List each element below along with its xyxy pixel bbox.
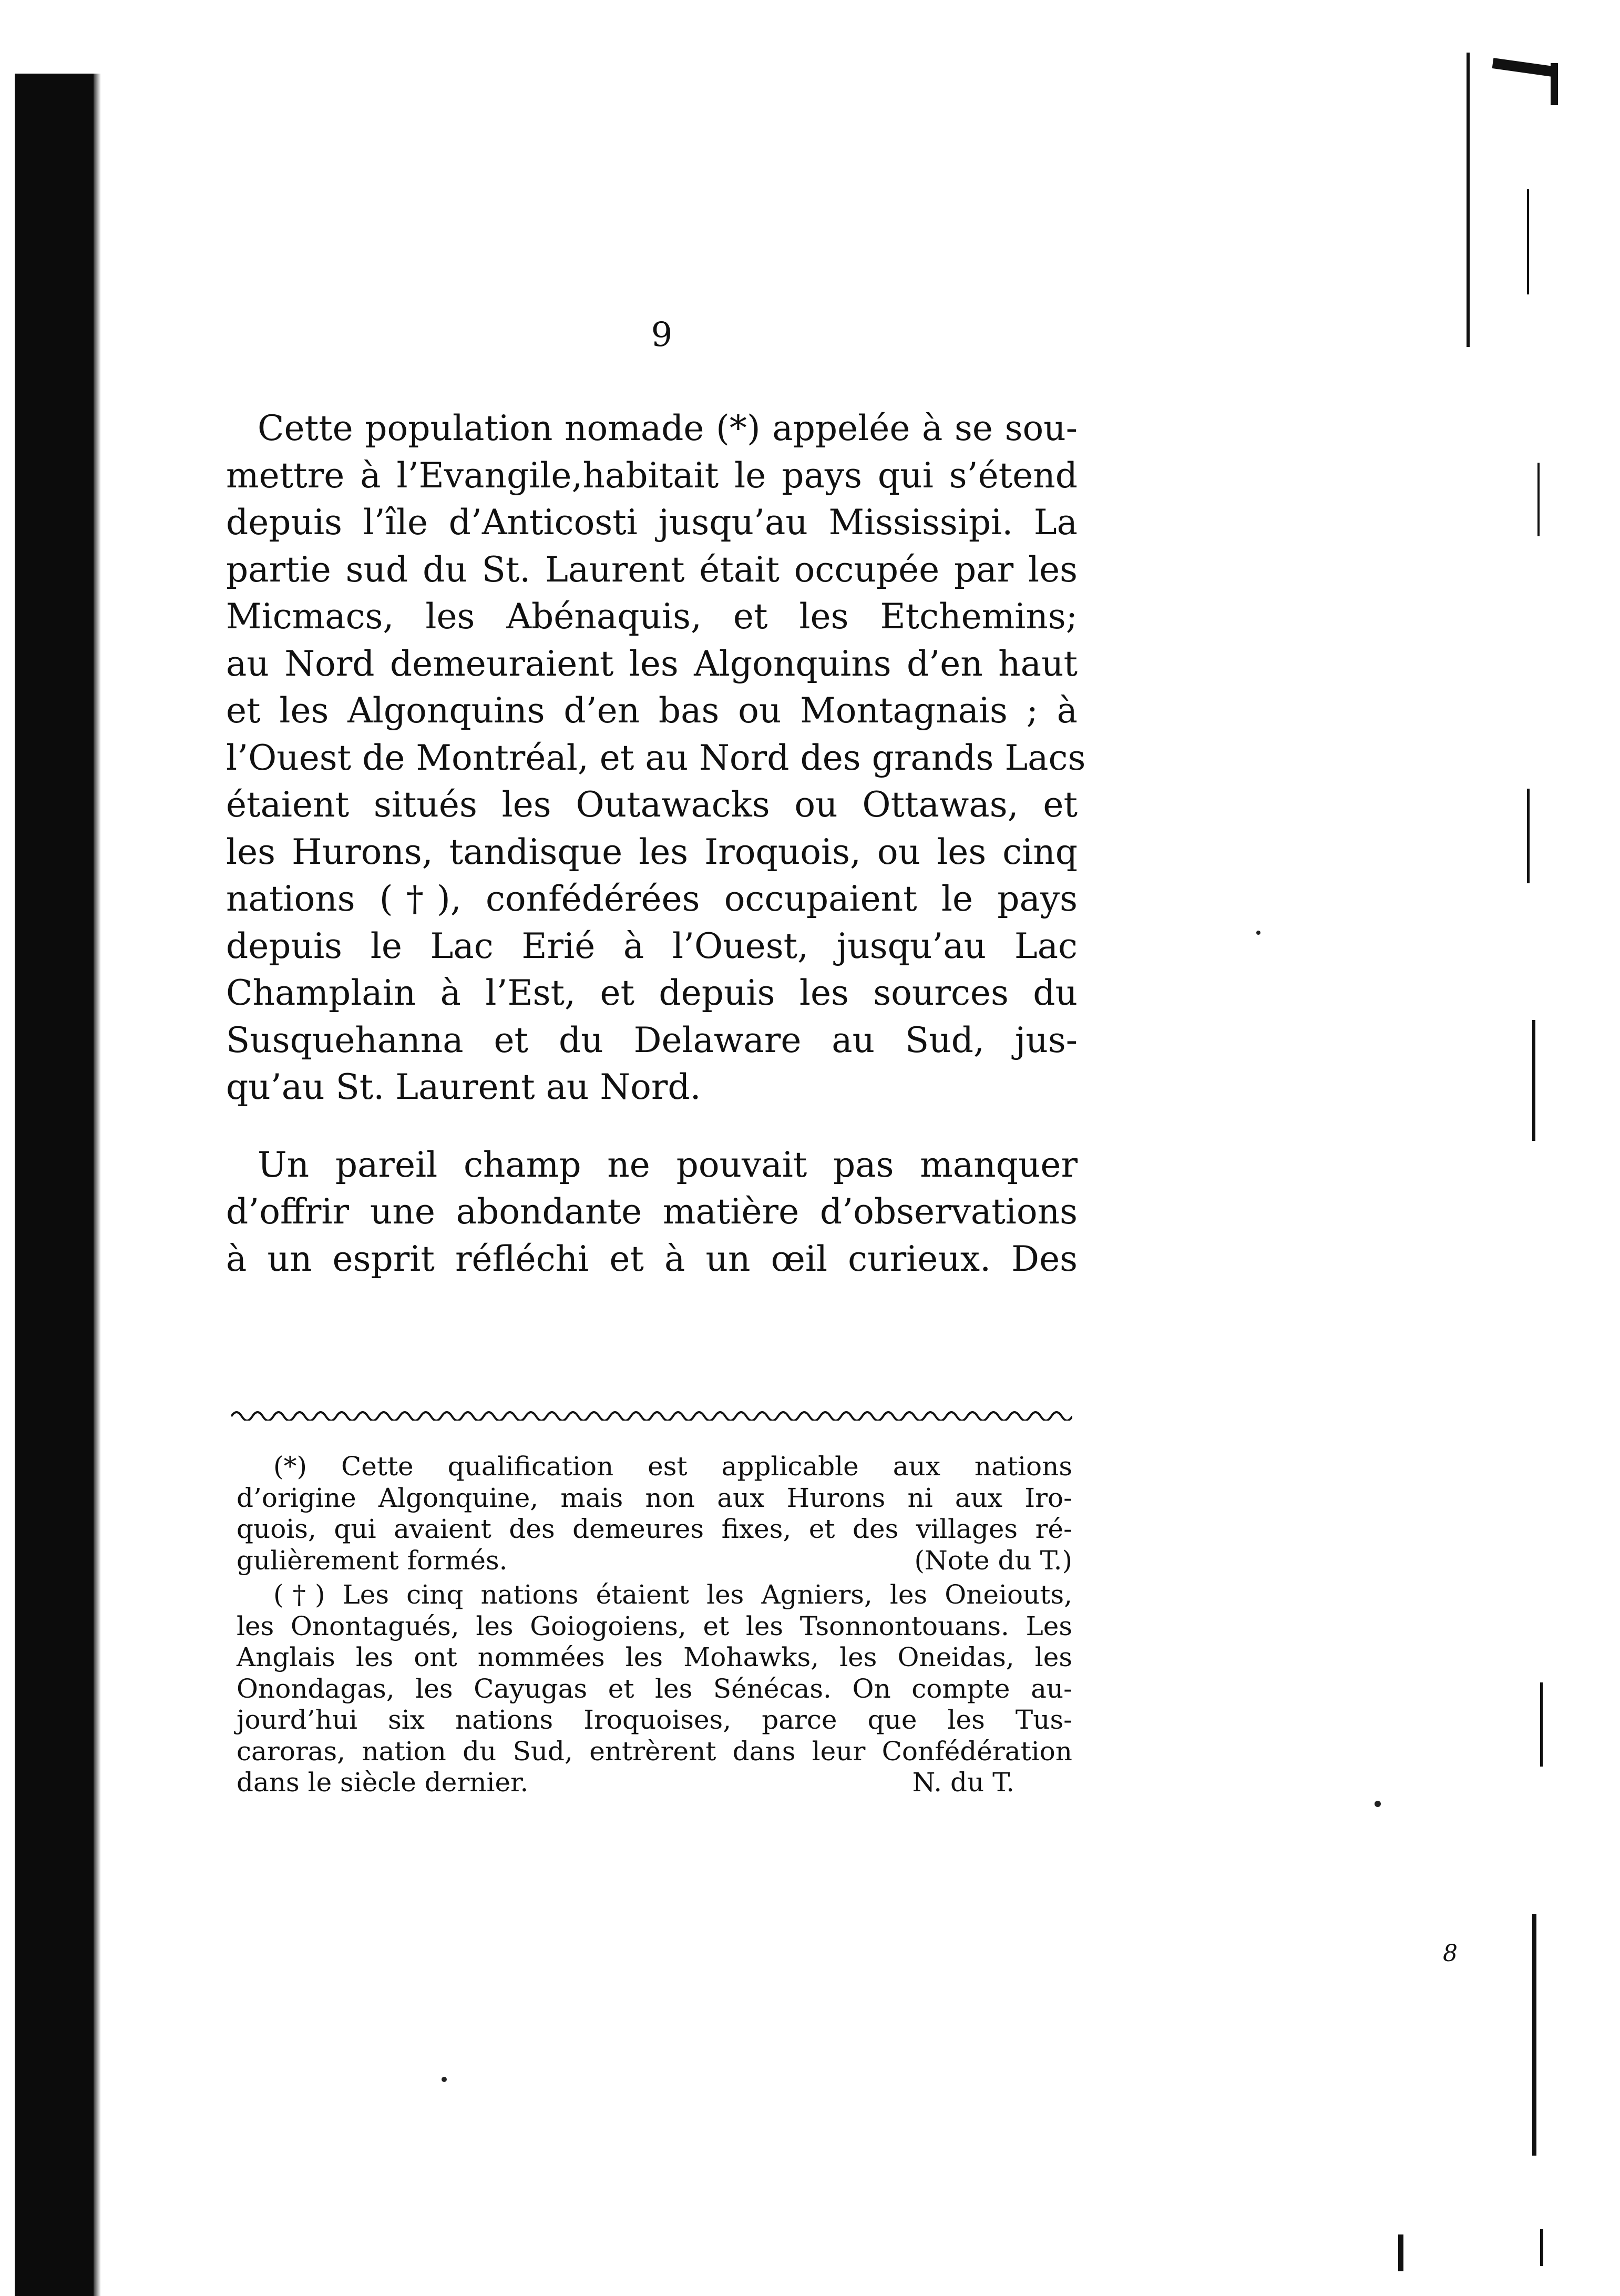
footnote-attribution: N. du T. [912,1767,1014,1798]
right-edge-mark [1540,2229,1543,2266]
right-edge-mark [1537,463,1540,536]
page-number: 9 [651,315,674,354]
scan-speck [1256,931,1260,935]
text-line: à un esprit réfléchi et à un œil curieux. Des [226,1238,1078,1279]
right-edge-mark [1527,189,1529,294]
text-line: l’Ouest de Montréal, et au Nord des grands Lacs [226,737,1086,778]
footnote-line: Anglais les ont nommées les Mohawks, les Oneidas, les [237,1642,1072,1672]
footnote-line: quois, qui avaient des demeures fixes, et des villages ré- [237,1514,1072,1544]
right-edge-mark [1527,789,1530,883]
right-edge-mark [1532,1020,1535,1141]
footnote-separator-rule [231,1405,1072,1421]
text-line: Micmacs, les Abénaquis, et les Etchemins; [226,596,1078,637]
footnote-line: (†) Les cinq nations étaient les Agniers, les Oneiouts, [273,1579,1072,1610]
text-line: Cette population nomade (*) appelée à se sou- [258,408,1078,448]
text-line: étaient situés les Outawacks ou Ottawas, et [226,784,1078,825]
text-line: et les Algonquins d’en bas ou Montagnais ; à [226,690,1078,731]
text-line: depuis le Lac Erié à l’Ouest, jusqu’au Lac [226,925,1078,966]
text-line: Champlain à l’Est, et depuis les sources du [226,973,1078,1013]
scan-speck [442,2077,447,2082]
right-edge-mark [1532,1914,1536,2156]
margin-mark: 8 [1443,1940,1458,1967]
text-line: d’offrir une abondante matière d’observations [226,1191,1078,1232]
page-binding-edge [15,74,94,2296]
footnote-line: les Onontagués, les Goiogoiens, et les Tsonnontouans. Les [237,1610,1072,1641]
binding-shadow [94,74,101,2296]
text-line: au Nord demeuraient les Algonquins d’en haut [226,643,1078,684]
footnote-line: d’origine Algonquine, mais non aux Hurons ni aux Iro- [237,1482,1072,1513]
footnote-text: dans le siècle dernier. [237,1767,529,1798]
text-line: partie sud du St. Laurent était occupée par les [226,549,1078,590]
right-edge-mark [1492,58,1556,77]
footnote-attribution: (Note du T.) [914,1545,1072,1576]
text-line: nations (†), confédérées occupaient le pays [226,879,1078,919]
footnote-text: gulièrement formés. [237,1545,508,1576]
footnote-line: Onondagas, les Cayugas et les Sénécas. On compte au- [237,1673,1072,1704]
text-line: Un pareil champ ne pouvait pas manquer [258,1144,1078,1185]
text-line: Susquehanna et du Delaware au Sud, jus- [226,1019,1078,1060]
footnote-line [237,1545,1072,1577]
right-edge-mark [1540,1682,1543,1767]
text-line: mettre à l’Evangile,habitait le pays qui s’étend [226,455,1078,496]
text-line: qu’au St. Laurent au Nord. [226,1067,701,1107]
right-edge-mark [1551,63,1558,105]
scan-speck [1375,1801,1381,1807]
text-line: les Hurons, tandisque les Iroquois, ou les cinq [226,831,1078,872]
text-line: depuis l’île d’Anticosti jusqu’au Mississipi. La [226,502,1078,543]
footnote-line: caroras, nation du Sud, entrèrent dans leur Confédération [237,1736,1072,1767]
footnote-line: jourd’hui six nations Iroquoises, parce que les Tus- [237,1705,1072,1735]
footnote-line: (*) Cette qualification est applicable aux nations [273,1451,1072,1482]
main-text [226,405,1086,1282]
footnotes [237,1451,1072,1799]
right-edge-mark [1467,53,1470,347]
footnote-line [237,1767,1072,1799]
bottom-mark [1398,2234,1403,2271]
